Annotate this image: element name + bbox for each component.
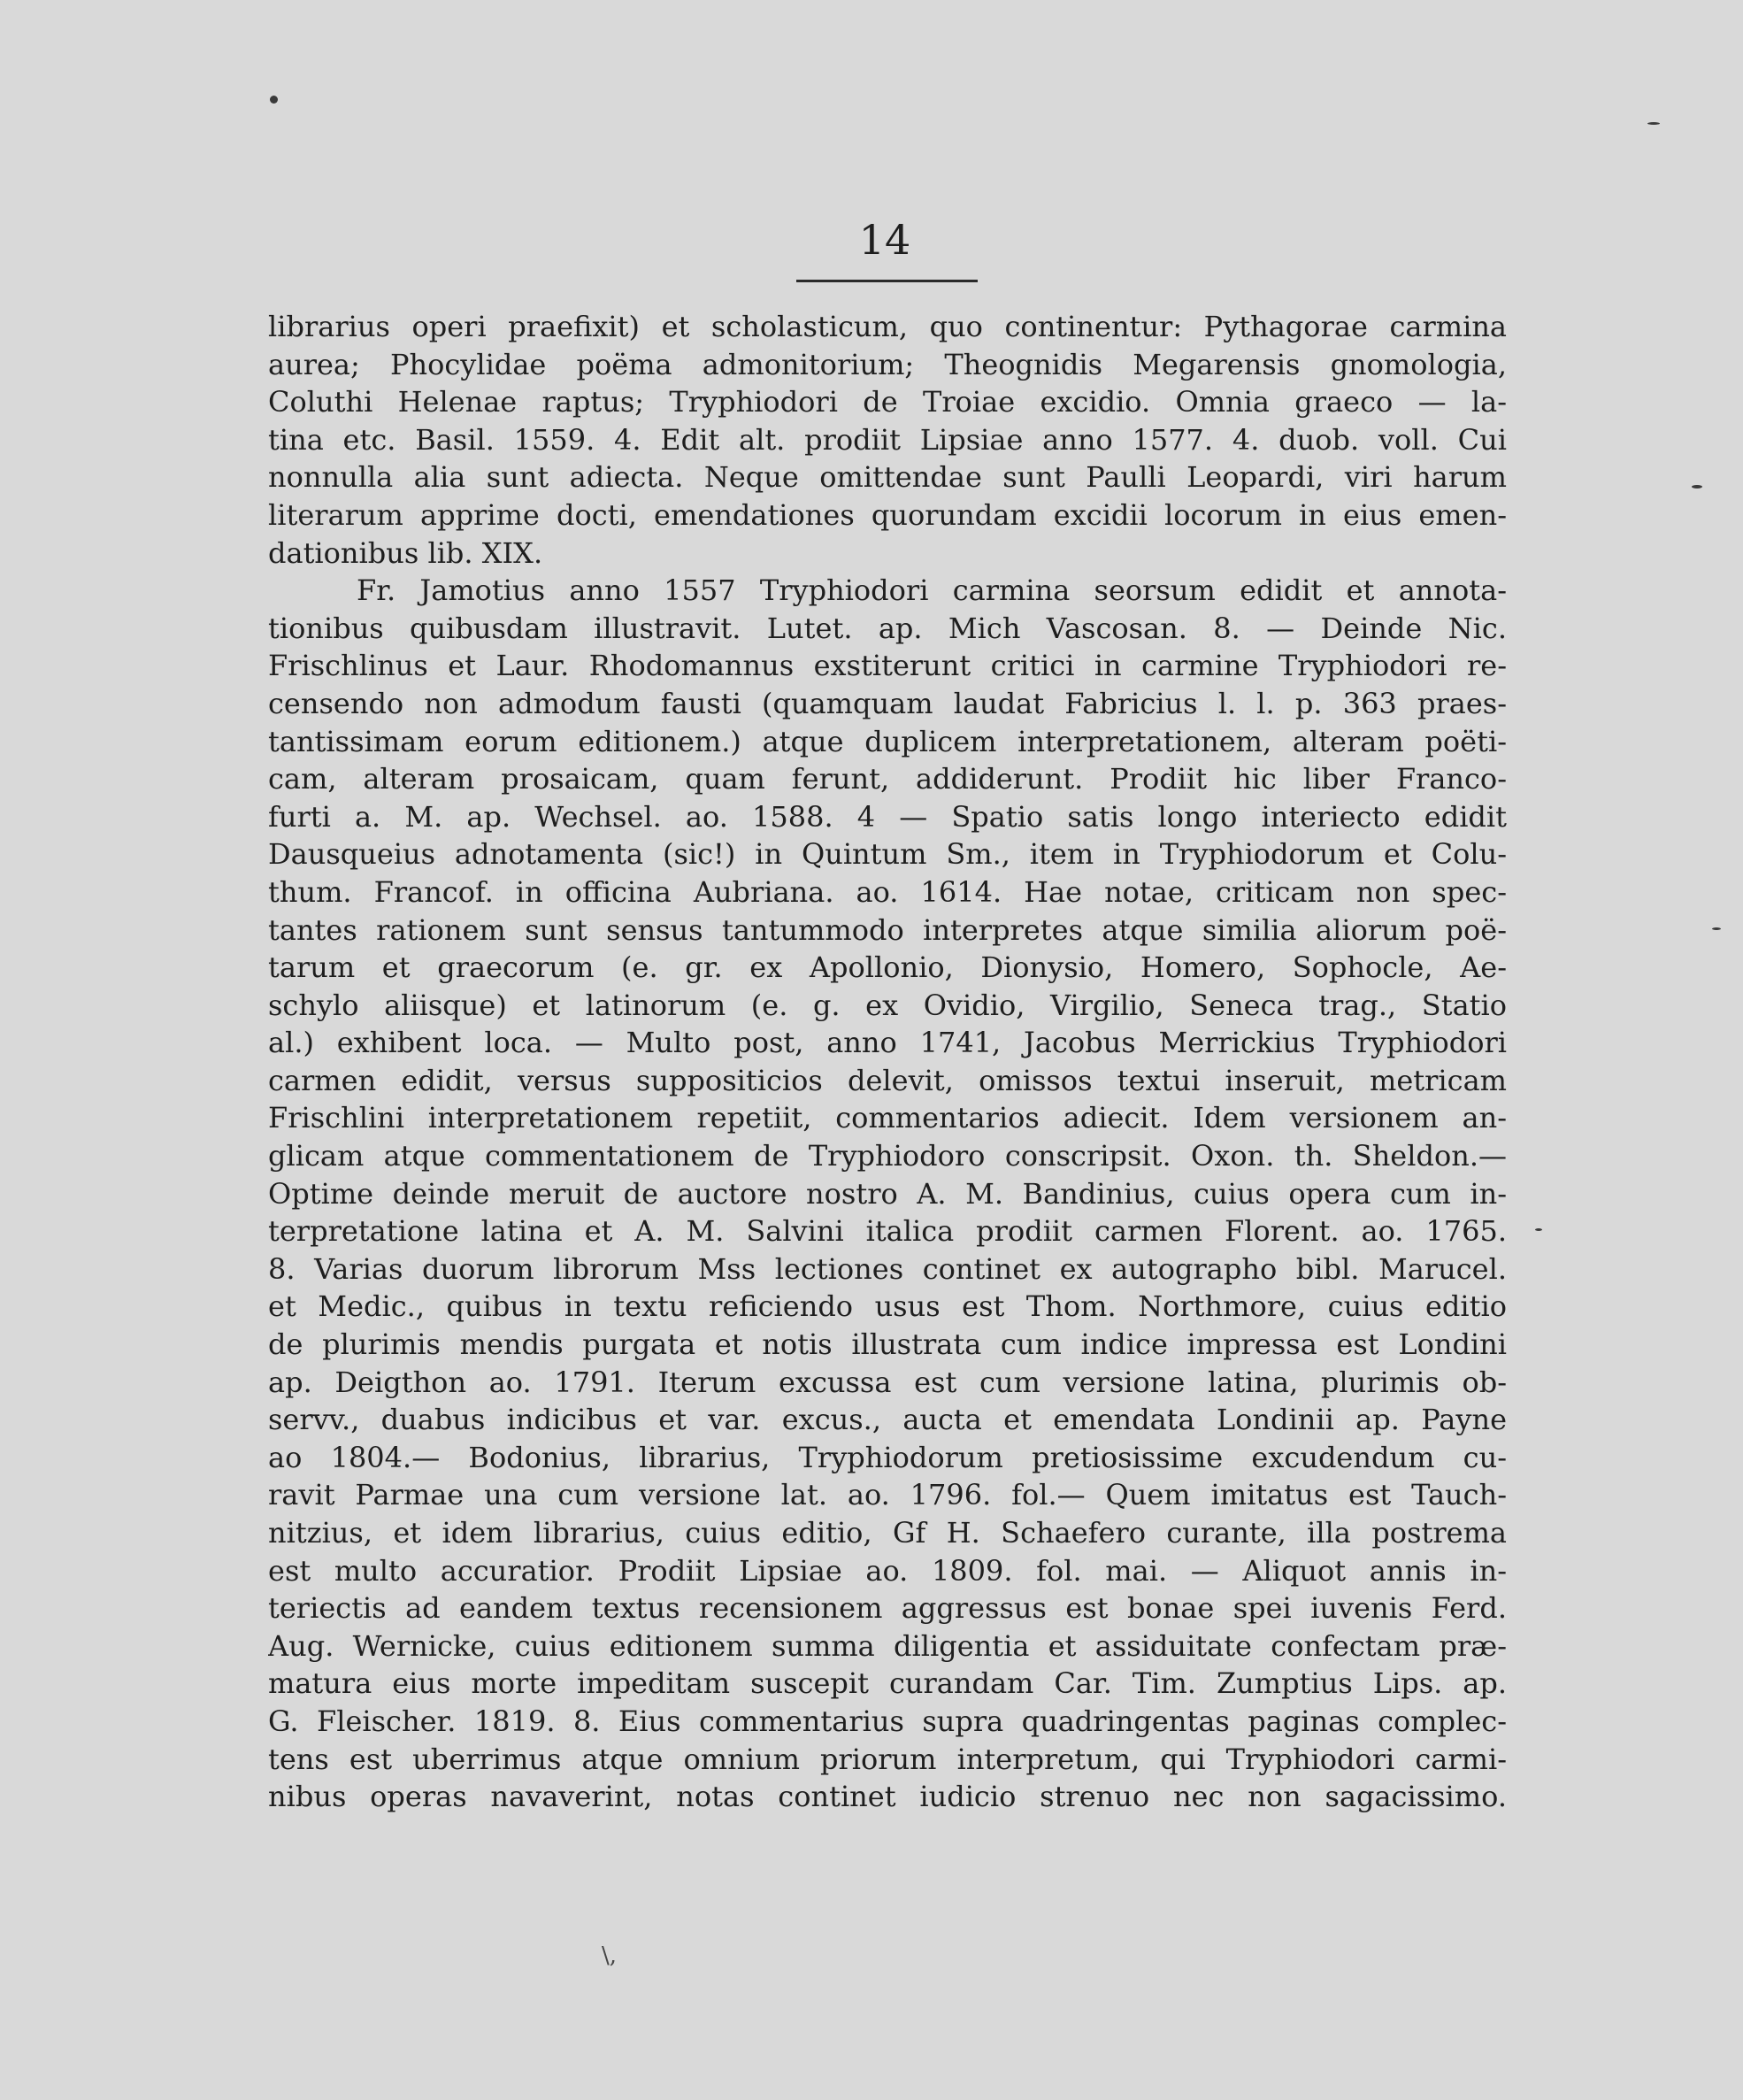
text-line: furti a. M. ap. Wechsel. ao. 1588. 4 — Spatio satis longo interiecto edidit bbox=[268, 799, 1507, 834]
text-line: et Medic., quibus in textu reficiendo usus est Thom. Northmore, cuius editio bbox=[268, 1289, 1507, 1324]
text-line: G. Fleischer. 1819. 8. Eius commentarius supra quadringentas paginas complec- bbox=[268, 1704, 1507, 1738]
text-line: censendo non admodum fausti (quamquam laudat Fabricius l. l. p. 363 praes- bbox=[268, 686, 1507, 720]
text-line: thum. Francof. in officina Aubriana. ao. 1614. Hae notae, criticam non spec- bbox=[268, 874, 1507, 909]
text-line: tionibus quibusdam illustravit. Lutet. ap. Mich Vascosan. 8. — Deinde Nic. bbox=[268, 611, 1507, 645]
text-line: Fr. Jamotius anno 1557 Tryphiodori carmina seorsum edidit et annota- bbox=[357, 573, 1507, 608]
text-line: glicam atque commentationem de Tryphiodoro conscripsit. Oxon. th. Sheldon.— bbox=[268, 1139, 1507, 1173]
text-line: ao 1804.— Bodonius, librarius, Tryphiodorum pretiosissime excudendum cu- bbox=[268, 1440, 1507, 1474]
text-line: tantes rationem sunt sensus tantummodo interpretes atque similia aliorum poë- bbox=[268, 912, 1507, 947]
text-line: al.) exhibent loca. — Multo post, anno 1741, Jacobus Merrickius Tryphiodori bbox=[268, 1026, 1507, 1060]
text-line: tens est uberrimus atque omnium priorum interpretum, qui Tryphiodori carmi- bbox=[268, 1742, 1507, 1776]
text-line: terpretatione latina et A. M. Salvini italica prodiit carmen Florent. ao. 1765. bbox=[268, 1214, 1507, 1249]
text-line: de plurimis mendis purgata et notis illustrata cum indice impressa est Londini bbox=[268, 1327, 1507, 1362]
ink-speck bbox=[1712, 927, 1721, 930]
text-line: Optime deinde meruit de auctore nostro A. M. Bandinius, cuius opera cum in- bbox=[268, 1176, 1507, 1211]
text-line: cam, alteram prosaicam, quam ferunt, addiderunt. Prodiit hic liber Franco- bbox=[268, 762, 1507, 796]
text-line: tarum et graecorum (e. gr. ex Apollonio, Dionysio, Homero, Sophocle, Ae- bbox=[268, 950, 1507, 985]
text-line: dationibus lib. XIX. bbox=[268, 535, 543, 570]
text-line: ravit Parmae una cum versione lat. ao. 1796. fol.— Quem imitatus est Tauch- bbox=[268, 1478, 1507, 1512]
text-line: tantissimam eorum editionem.) atque duplicem interpretationem, alteram poëti- bbox=[268, 724, 1507, 758]
text-line: nibus operas navaverint, notas continet iudicio strenuo nec non sagacissimo. bbox=[268, 1780, 1507, 1814]
stray-mark: \, bbox=[602, 1942, 618, 1969]
ink-speck bbox=[270, 96, 278, 104]
ink-speck bbox=[1535, 1228, 1542, 1231]
page-number: 14 bbox=[858, 216, 911, 264]
text-line: Aug. Wernicke, cuius editionem summa diligentia et assiduitate confectam præ- bbox=[268, 1628, 1507, 1663]
text-line: Frischlini interpretationem repetiit, commentarios adiecit. Idem versionem an- bbox=[268, 1101, 1507, 1135]
text-line: carmen edidit, versus suppositicios delevit, omissos textui inseruit, metricam bbox=[268, 1063, 1507, 1097]
ink-speck bbox=[1692, 485, 1702, 488]
text-line: Coluthi Helenae raptus; Tryphiodori de Troiae excidio. Omnia graeco — la- bbox=[268, 385, 1507, 419]
text-line: tina etc. Basil. 1559. 4. Edit alt. prodiit Lipsiae anno 1577. 4. duob. voll. Cui bbox=[268, 422, 1507, 457]
text-line: teriectis ad eandem textus recensionem aggressus est bonae spei iuvenis Ferd. bbox=[268, 1591, 1507, 1626]
ink-speck bbox=[1647, 122, 1660, 125]
paragraph bbox=[268, 308, 1507, 572]
text-line: schylo aliisque) et latinorum (e. g. ex Ovidio, Virgilio, Seneca trag., Statio bbox=[268, 988, 1507, 1022]
text-line: est multo accuratior. Prodiit Lipsiae ao. 1809. fol. mai. — Aliquot annis in- bbox=[268, 1553, 1507, 1588]
page-number-rule bbox=[796, 280, 978, 282]
text-line: nonnulla alia sunt adiecta. Neque omittendae sunt Paulli Leopardi, viri harum bbox=[268, 460, 1507, 495]
paragraph bbox=[268, 572, 1507, 1816]
text-line: 8. Varias duorum librorum Mss lectiones continet ex autographo bibl. Marucel. bbox=[268, 1251, 1507, 1286]
text-line: Frischlinus et Laur. Rhodomannus exstiterunt critici in carmine Tryphiodori re- bbox=[268, 649, 1507, 683]
text-line: librarius operi praefixit) et scholasticum, quo continentur: Pythagorae carmina bbox=[268, 310, 1507, 343]
text-line: aurea; Phocylidae poëma admonitorium; Theognidis Megarensis gnomologia, bbox=[268, 347, 1507, 381]
text-line: literarum apprime docti, emendationes quorundam excidii locorum in eius emen- bbox=[268, 497, 1507, 532]
text-line: ap. Deigthon ao. 1791. Iterum excussa est cum versione latina, plurimis ob- bbox=[268, 1365, 1507, 1399]
text-line: Dausqueius adnotamenta (sic!) in Quintum Sm., item in Tryphiodorum et Colu- bbox=[268, 837, 1507, 872]
text-line: nitzius, et idem librarius, cuius editio, Gf H. Schaefero curante, illa postrema bbox=[268, 1516, 1507, 1550]
body-text bbox=[268, 308, 1507, 1816]
text-line: servv., duabus indicibus et var. excus., aucta et emendata Londinii ap. Payne bbox=[268, 1403, 1507, 1437]
text-line: matura eius morte impeditam suscepit curandam Car. Tim. Zumptius Lips. ap. bbox=[268, 1666, 1507, 1701]
